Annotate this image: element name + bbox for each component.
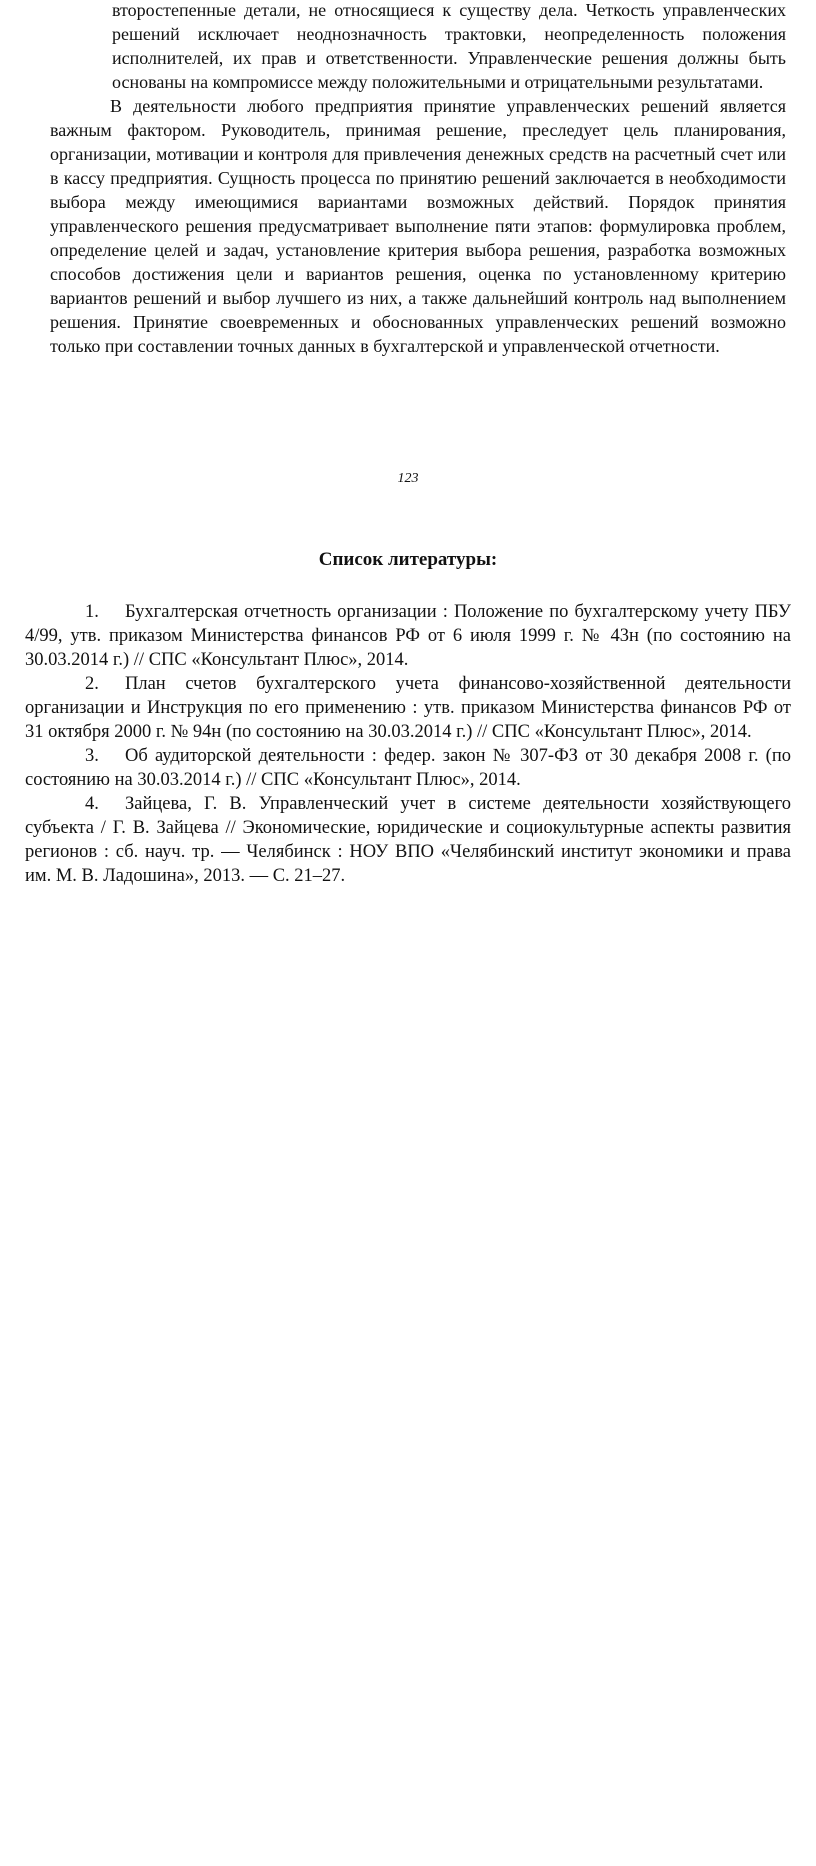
reference-item [25,744,791,792]
references-title: Список литературы: [318,549,498,570]
body-paragraph: В деятельности любого предприятия принятие управленческих решений является важным фактором. Руководитель, принимая решение, преследует цель планирования, организации, мотивации и контроля для привлечения денежных средств на расчетный счет или в кассу предприятия. Сущность процесса по принятию решений заключается в необходимости выбора между имеющимися вариантами возможных действий. Порядок принятия управленческого решения предусматривает выполнение пяти этапов: формулировка проблем, определение целей и задач, установление критерия выбора решения, разработка возможных способов достижения цели и вариантов решения, оценка по установленному критерию вариантов решений и выбор лучшего из них, а также дальнейший контроль над выполнением решения. Принятие своевременных и обоснованных управленческих решений возможно только при составлении точных данных в бухгалтерской и управленческой отчетности. [50,96,786,356]
reference-text: План счетов бухгалтерского учета финансово-хозяйственной деятельности организации и Инструкция по его применению : утв. приказом Министерства финансов РФ от 31 октября 2000 г. № 94н (по состоянию на 30.03.2014 г.) // СПС «Консультант Плюс», 2014. [25,674,791,742]
reference-text: Бухгалтерская отчетность организации : Положение по бухгалтерскому учету ПБУ 4/99, утв. приказом Министерства финансов РФ от 6 июля 1999 г. № 43н (по состоянию на 30.03.2014 г.) // СПС «Консультант Плюс», 2014. [25,602,791,670]
article-body [50,0,786,358]
reference-number: 3. [85,746,99,766]
reference-text: Зайцева, Г. В. Управленческий учет в системе деятельности хозяйствующего субъекта / Г. В. Зайцева // Экономические, юридические и социокультурные аспекты развития регионов : сб. науч. тр. — Челябинск : НОУ ВПО «Челябинский институт экономики и права им. М. В. Ладошина», 2013. — С. 21–27. [25,794,791,886]
reference-number: 4. [85,794,99,814]
references-list [25,600,791,888]
reference-number: 2. [85,674,99,694]
reference-item [25,600,791,672]
body-paragraph: второстепенные детали, не относящиеся к существу дела. Четкость управленческих решений исключает неоднозначность трактовки, неопределенность положения исполнителей, их прав и ответственности. Управленческие решения должны быть основаны на компромиссе между положительными и отрицательными результатами. [112,0,786,92]
reference-item [25,792,791,888]
page-number: 123 [397,471,419,486]
reference-number: 1. [85,602,99,622]
reference-text: Об аудиторской деятельности : федер. закон № 307-ФЗ от 30 декабря 2008 г. (по состоянию на 30.03.2014 г.) // СПС «Консультант Плюс», 2014. [25,746,791,790]
reference-item [25,672,791,744]
